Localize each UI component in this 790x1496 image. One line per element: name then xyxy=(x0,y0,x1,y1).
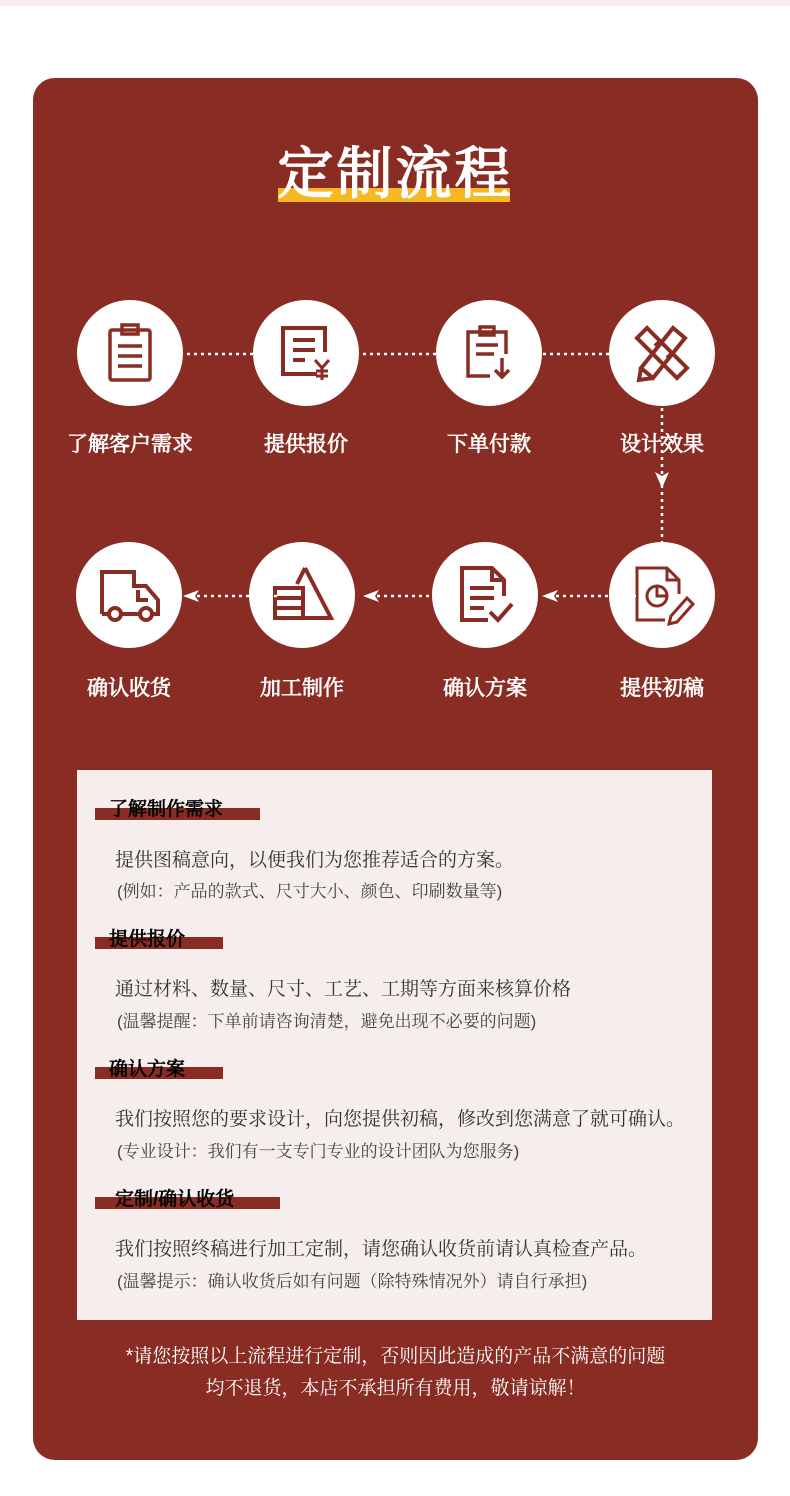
page-title: 定制流程 xyxy=(277,142,514,205)
step-1-label: 了解客户需求 xyxy=(67,433,193,456)
arrow-left-icon xyxy=(359,590,459,602)
section-3-title: 确认方案 xyxy=(109,1059,186,1080)
section-4-line2: (温馨提示：确认收货后如有问题（除特殊情况外）请自行承担) xyxy=(117,1272,588,1291)
download-document-icon xyxy=(454,318,524,388)
section-2-line1: 通过材料、数量、尺寸、工艺、工期等方面来核算价格 xyxy=(115,979,572,1000)
step-5-label: 提供初稿 xyxy=(620,677,704,700)
process-panel xyxy=(33,78,758,1460)
arrow-left-icon xyxy=(538,590,638,602)
notice-line-1: *请您按照以上流程进行定制，否则因此造成的产品不满意的问题 xyxy=(125,1346,666,1367)
title-wrap xyxy=(33,138,758,210)
clipboard-icon xyxy=(95,318,165,388)
arrow-left-icon xyxy=(179,590,279,602)
section-1-line2: (例如：产品的款式、尺寸大小、颜色、印刷数量等) xyxy=(117,882,503,901)
section-4-title: 定制/确认收货 xyxy=(115,1189,235,1210)
section-1-title: 了解制作需求 xyxy=(109,799,224,820)
pencil-ruler-icon xyxy=(627,318,697,388)
section-2-line2: (温馨提醒：下单前请咨询清楚，避免出现不必要的问题) xyxy=(117,1012,537,1031)
step-4-circle xyxy=(609,300,715,406)
step-4-label: 设计效果 xyxy=(620,433,704,456)
step-1-circle xyxy=(77,300,183,406)
info-box xyxy=(77,770,712,1320)
step-7-label: 加工制作 xyxy=(260,677,344,700)
section-3-line1: 我们按照您的要求设计，向您提供初稿，修改到您满意了就可确认。 xyxy=(115,1109,686,1130)
step-2-circle xyxy=(253,300,359,406)
section-2-title: 提供报价 xyxy=(109,929,186,950)
step-6-label: 确认方案 xyxy=(443,677,527,700)
section-1-line1: 提供图稿意向，以便我们为您推荐适合的方案。 xyxy=(115,850,515,871)
arrow-down-icon xyxy=(655,408,669,548)
top-strip xyxy=(0,0,790,6)
section-4-line1: 我们按照终稿进行加工定制，请您确认收货前请认真检查产品。 xyxy=(115,1239,648,1260)
step-3-label: 下单付款 xyxy=(447,433,531,456)
delivery-truck-icon xyxy=(94,560,164,630)
price-document-icon xyxy=(271,318,341,388)
step-8-circle xyxy=(76,542,182,648)
approved-document-icon xyxy=(450,560,520,630)
section-3-line2: (专业设计：我们有一支专门专业的设计团队为您服务) xyxy=(117,1142,520,1161)
step-2-label: 提供报价 xyxy=(264,433,348,456)
step-8-label: 确认收货 xyxy=(87,677,171,700)
notice-line-2: 均不退货，本店不承担所有费用，敬请谅解！ xyxy=(205,1378,586,1399)
step-3-circle xyxy=(436,300,542,406)
